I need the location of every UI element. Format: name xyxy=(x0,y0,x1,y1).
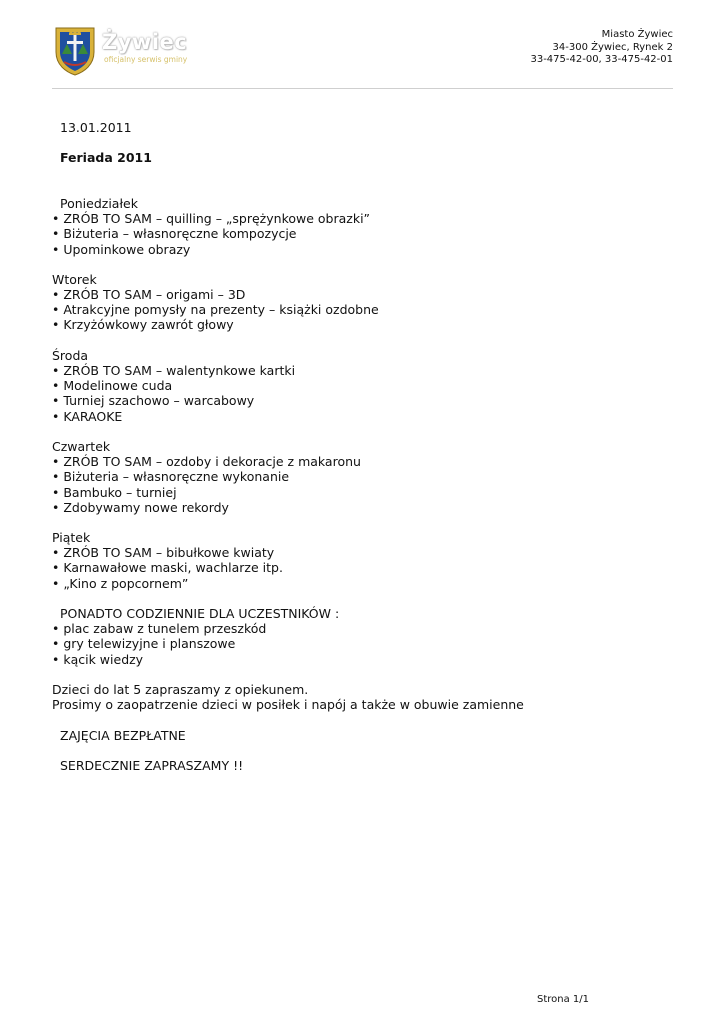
page-number: Strona 1/1 xyxy=(537,994,590,1005)
list-item: • kącik wiedzy xyxy=(52,651,144,667)
contact-address xyxy=(530,29,673,67)
list-item: • gry telewizyjne i planszowe xyxy=(52,636,236,652)
crest-icon xyxy=(52,24,98,76)
list-item: • Zdobywamy nowe rekordy xyxy=(52,499,229,515)
invitation-text: SERDECZNIE ZAPRASZAMY !! xyxy=(60,757,244,773)
note-text: Dzieci do lat 5 zapraszamy z opiekunem. xyxy=(52,681,309,697)
list-item: • plac zabaw z tunelem przeszkód xyxy=(52,621,267,637)
day-heading: Czwartek xyxy=(52,438,111,454)
daily-heading: PONADTO CODZIENNIE DLA UCZESTNIKÓW : xyxy=(60,606,340,621)
list-item: • Atrakcyjne pomysły na prezenty – książki ozdobne xyxy=(52,302,379,318)
logo-subtitle: oficjalny serwis gminy xyxy=(104,55,188,64)
free-notice: ZAJĘCIA BEZPŁATNE xyxy=(60,727,186,743)
day-heading: Wtorek xyxy=(52,271,97,287)
site-logo[interactable] xyxy=(52,24,192,76)
document-title: Feriada 2011 xyxy=(60,150,152,166)
list-item: • ZRÓB TO SAM – bibułkowe kwiaty xyxy=(52,545,275,561)
list-item: • ZRÓB TO SAM – walentynkowe kartki xyxy=(52,363,296,378)
list-item: • ZRÓB TO SAM – quilling – „sprężynkowe obrazki” xyxy=(52,211,371,227)
list-item: • Biżuteria – własnoręczne wykonanie xyxy=(52,469,290,485)
list-item: • Modelinowe cuda xyxy=(52,378,173,394)
day-heading: Poniedziałek xyxy=(60,195,138,211)
note-text: Prosimy o zaopatrzenie dzieci w posiłek i napój a także w obuwie zamienne xyxy=(52,697,524,713)
list-item: • „Kino z popcornem” xyxy=(52,575,189,591)
document-body xyxy=(52,120,672,773)
document-date: 13.01.2011 xyxy=(60,120,132,135)
header-divider xyxy=(52,88,673,89)
address-street: 34-300 Żywiec, Rynek 2 xyxy=(552,41,673,53)
logo-wordmark: Żywiec xyxy=(102,30,188,54)
day-heading: Piątek xyxy=(52,530,91,546)
list-item: • KARAOKE xyxy=(52,408,123,424)
list-item: • ZRÓB TO SAM – origami – 3D xyxy=(52,287,246,303)
address-phones: 33-475-42-00, 33-475-42-01 xyxy=(530,54,673,65)
list-item: • Karnawałowe maski, wachlarze itp. xyxy=(52,560,283,576)
list-item: • Bambuko – turniej xyxy=(52,484,177,500)
list-item: • Turniej szachowo – warcabowy xyxy=(52,393,255,409)
list-item: • Biżuteria – własnoręczne kompozycje xyxy=(52,226,297,242)
list-item: • ZRÓB TO SAM – ozdoby i dekoracje z makaronu xyxy=(52,454,361,470)
list-item: • Upominkowe obrazy xyxy=(52,241,191,257)
list-item: • Krzyżówkowy zawrót głowy xyxy=(52,317,234,333)
day-heading: Środa xyxy=(52,347,89,363)
address-name: Miasto Żywiec xyxy=(601,29,673,40)
